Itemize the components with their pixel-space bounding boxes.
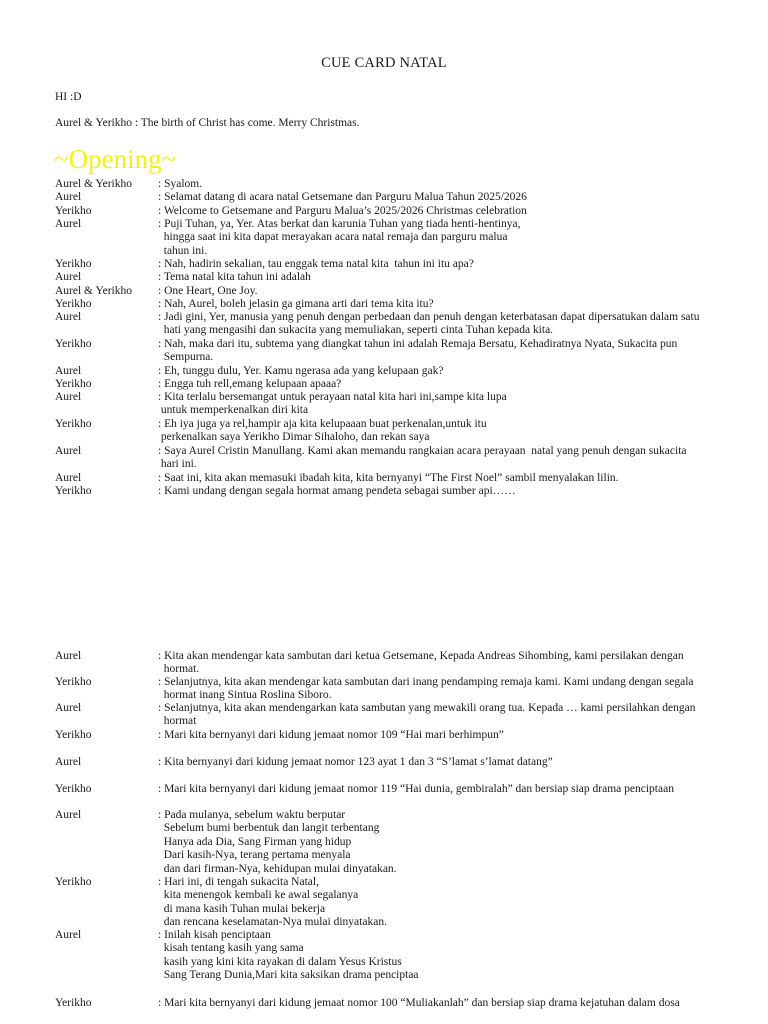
dialogue-text: : Engga tuh rell,emang kelupaan apaaa? [158, 378, 342, 390]
dialogue-text: : Mari kita bernyanyi dari kidung jemaat nomor 100 “Muliakanlah” dan bersiap siap drama kejatuhan dalam dosa [158, 997, 680, 1009]
dialogue-text: : Saat ini, kita akan memasuki ibadah kita, kita bernyanyi “The First Noel” sambil menyalakan lilin. [158, 472, 619, 484]
speaker-name: Yerikho [55, 205, 92, 217]
speaker-name: Yerikho [55, 783, 92, 795]
dialogue-text: : Kita bernyanyi dari kidung jemaat nomor 123 ayat 1 dan 3 “S’lamat s’lamat datang” [158, 756, 553, 768]
speaker-name: Aurel [55, 809, 82, 821]
dialogue-text: : Pada mulanya, sebelum waktu berputar Sebelum bumi berbentuk dan langit terbentang Hanya ada Dia, Sang Firman yang hidup Dari kasih-Nya, terang pertama menyala dan dari firman-Nya, kehidupan mulai dinyatakan. [158, 809, 397, 875]
speaker-name: Yerikho [55, 676, 92, 688]
opening-heading: ~Opening~ [54, 144, 177, 174]
speaker-name: Yerikho [55, 258, 92, 270]
dialogue-text: : Nah, hadirin sekalian, tau enggak tema natal kita tahun ini itu apa? [158, 258, 474, 270]
speaker-name: Aurel & Yerikho [55, 285, 132, 297]
dialogue-text: : Eh, tunggu dulu, Yer. Kamu ngerasa ada yang kelupaan gak? [158, 365, 444, 377]
speaker-name: Aurel [55, 391, 82, 403]
speaker-name: Aurel [55, 271, 82, 283]
speaker-name: Yerikho [55, 338, 92, 350]
speaker-name: Aurel [55, 702, 82, 714]
dialogue-text: : Mari kita bernyanyi dari kidung jemaat nomor 109 “Hai mari berhimpun” [158, 729, 504, 741]
speaker-name: Yerikho [55, 729, 92, 741]
page-title: CUE CARD NATAL [321, 55, 447, 71]
speaker-name: Aurel & Yerikho [55, 178, 132, 190]
dialogue-text: : Tema natal kita tahun ini adalah [158, 271, 311, 283]
dialogue-text: : Selanjutnya, kita akan mendengar kata sambutan dari inang pendamping remaja kami. Kami undang dengan segala hormat inang Sintua Roslina Siboro. [158, 676, 694, 702]
dialogue-text: : Selanjutnya, kita akan mendengarkan kata sambutan yang mewakili orang tua. Kepada … kami persilahkan dengan hormat [158, 702, 696, 728]
dialogue-text: : Mari kita bernyanyi dari kidung jemaat nomor 119 “Hai dunia, gembiralah” dan bersiap siap drama penciptaan [158, 783, 674, 795]
speaker-name: Aurel [55, 756, 82, 768]
speaker-name: Yerikho [55, 876, 92, 888]
speaker-name: Yerikho [55, 418, 92, 430]
dialogue-text: : Nah, Aurel, boleh jelasin ga gimana arti dari tema kita itu? [158, 298, 434, 310]
speaker-name: Aurel [55, 191, 82, 203]
dialogue-text: : Eh iya juga ya rel,hampir aja kita kelupaaan buat perkenalan,untuk itu perkenalkan saya Yerikho Dimar Sihaloho, dan rekan saya [158, 418, 487, 444]
dialogue-text: : Hari ini, di tengah sukacita Natal, kita menengok kembali ke awal segalanya di mana kasih Tuhan mulai bekerja dan rencana keselamatan-Nya mulai dinyatakan. [158, 876, 387, 929]
dialogue-text: : Kita akan mendengar kata sambutan dari ketua Getsemane, Kepada Andreas Sihombing, kami persilakan dengan hormat. [158, 650, 684, 676]
speaker-name: Aurel [55, 311, 82, 323]
speaker-name: Aurel [55, 365, 82, 377]
dialogue-text: : Nah, maka dari itu, subtema yang diangkat tahun ini adalah Remaja Bersatu, Kehadiratnya Nyata, Sukacita pun Sempurna. [158, 338, 678, 364]
dialogue-text: : Puji Tuhan, ya, Yer. Atas berkat dan karunia Tuhan yang tiada henti-hentinya, hingga saat ini kita dapat merayakan acara natal remaja dan parguru malua tahun ini. [158, 218, 521, 257]
speaker-name: Yerikho [55, 378, 92, 390]
speaker-name: Aurel [55, 650, 82, 662]
speaker-name: Yerikho [55, 485, 92, 497]
intro-line: Aurel & Yerikho : The birth of Christ has come. Merry Christmas. [55, 117, 360, 129]
dialogue-text: : Jadi gini, Yer, manusia yang penuh dengan perbedaan dan penuh dengan keterbatasan dapat dipersatukan dalam satu hati yang mengasihi dan sukacita yang memuliakan, seperti cinta Tuhan kepada kita. [158, 311, 700, 337]
dialogue-text: : One Heart, One Joy. [158, 285, 258, 297]
speaker-name: Aurel [55, 218, 82, 230]
dialogue-text: : Kita terlalu bersemangat untuk perayaan natal kita hari ini,sampe kita lupa untuk memperkenalkan diri kita [158, 391, 507, 417]
greeting-line: HI :D [55, 91, 82, 103]
speaker-name: Yerikho [55, 298, 92, 310]
dialogue-text: : Inilah kisah penciptaan kisah tentang kasih yang sama kasih yang kini kita rayakan di dalam Yesus Kristus Sang Terang Dunia,Mari kita saksikan drama penciptaa [158, 929, 419, 982]
dialogue-text: : Saya Aurel Cristin Manullang. Kami akan memandu rangkaian acara perayaan natal yang penuh dengan sukacita hari ini. [158, 445, 687, 471]
dialogue-text: : Welcome to Getsemane and Parguru Malua’s 2025/2026 Christmas celebration [158, 205, 527, 217]
dialogue-text: : Kami undang dengan segala hormat amang pendeta sebagai sumber api…… [158, 485, 516, 497]
speaker-name: Aurel [55, 929, 82, 941]
speaker-name: Aurel [55, 472, 82, 484]
dialogue-text: : Selamat datang di acara natal Getsemane dan Parguru Malua Tahun 2025/2026 [158, 191, 527, 203]
speaker-name: Yerikho [55, 997, 92, 1009]
dialogue-text: : Syalom. [158, 178, 203, 190]
speaker-name: Aurel [55, 445, 82, 457]
